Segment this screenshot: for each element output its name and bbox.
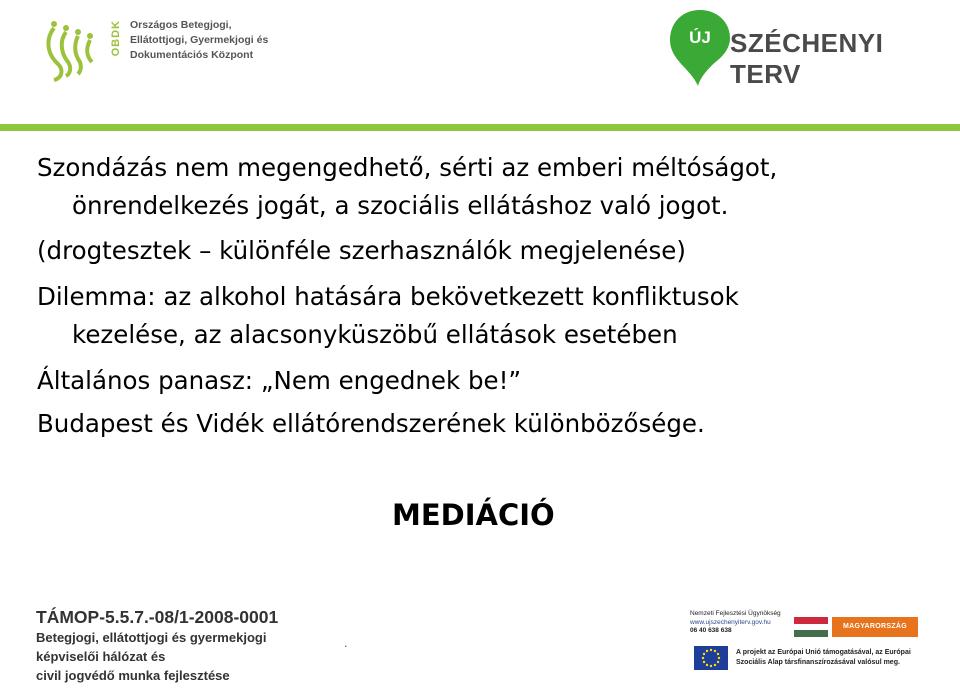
mediacio-heading: MEDIÁCIÓ (392, 498, 555, 532)
funding-logos (690, 606, 930, 678)
map-pin-icon (668, 8, 732, 88)
nfu-website: www.ujszechenyiterv.gov.hu (690, 618, 771, 626)
content-line: kezelése, az alacsonyküszöbű ellátások esetében (72, 320, 678, 349)
project-line: Betegjogi, ellátottjogi és gyermekjogi (36, 630, 267, 645)
nfu-agency: Nemzeti Fejlesztési Ügynökség (690, 610, 781, 617)
content-line: (drogtesztek – különféle szerhasználók megjelenése) (37, 236, 686, 265)
obdk-name (130, 18, 268, 63)
szechenyi-terv-logo (668, 8, 938, 88)
project-line: képviselői hálózat és (36, 649, 166, 664)
nfu-info (690, 610, 781, 636)
magyarorszag-megujul-banner: MAGYARORSZÁG MEGÚJUL (832, 617, 918, 637)
content-line: Dilemma: az alkohol hatására bekövetkezett konfliktusok (37, 282, 739, 311)
project-info (36, 606, 278, 685)
content-line: Általános panasz: „Nem engednek be!” (37, 366, 522, 395)
eu-note-line: A projekt az Európai Unió támogatásával, az Európai (736, 649, 911, 656)
content-line: Budapest és Vidék ellátórendszerének különbözősége. (37, 409, 705, 438)
nfu-phone: 06 40 638 638 (690, 627, 732, 634)
project-line: civil jogvédő munka fejlesztése (36, 668, 230, 683)
obdk-line: Ellátottjogi, Gyermekjogi és (130, 34, 269, 46)
obdk-logo (44, 14, 304, 84)
eu-note-line: Szociális Alap társfinanszírozásával valósul meg. (736, 658, 900, 666)
hungarian-flag-icon (794, 617, 828, 637)
content-line: Szondázás nem megengedhető, sérti az emberi méltóságot, (37, 153, 778, 182)
obdk-mark-icon (44, 18, 108, 82)
obdk-line: Dokumentációs Központ (130, 49, 254, 61)
obdk-abbr: OBDK (110, 20, 122, 57)
project-code: TÁMOP-5.5.7.-08/1-2008-0001 (36, 607, 279, 627)
eu-flag-icon (694, 646, 728, 670)
uj-badge: ÚJ (689, 28, 711, 47)
header-divider (0, 124, 960, 131)
obdk-line: Országos Betegjogi, (130, 19, 232, 31)
eu-funding-note (736, 648, 911, 667)
content-line: önrendelkezés jogát, a szociális ellátáshoz való jogot. (72, 191, 729, 220)
footer-dot: . (344, 636, 348, 650)
szechenyi-terv-title: SZÉCHENYI TERV (730, 28, 884, 89)
